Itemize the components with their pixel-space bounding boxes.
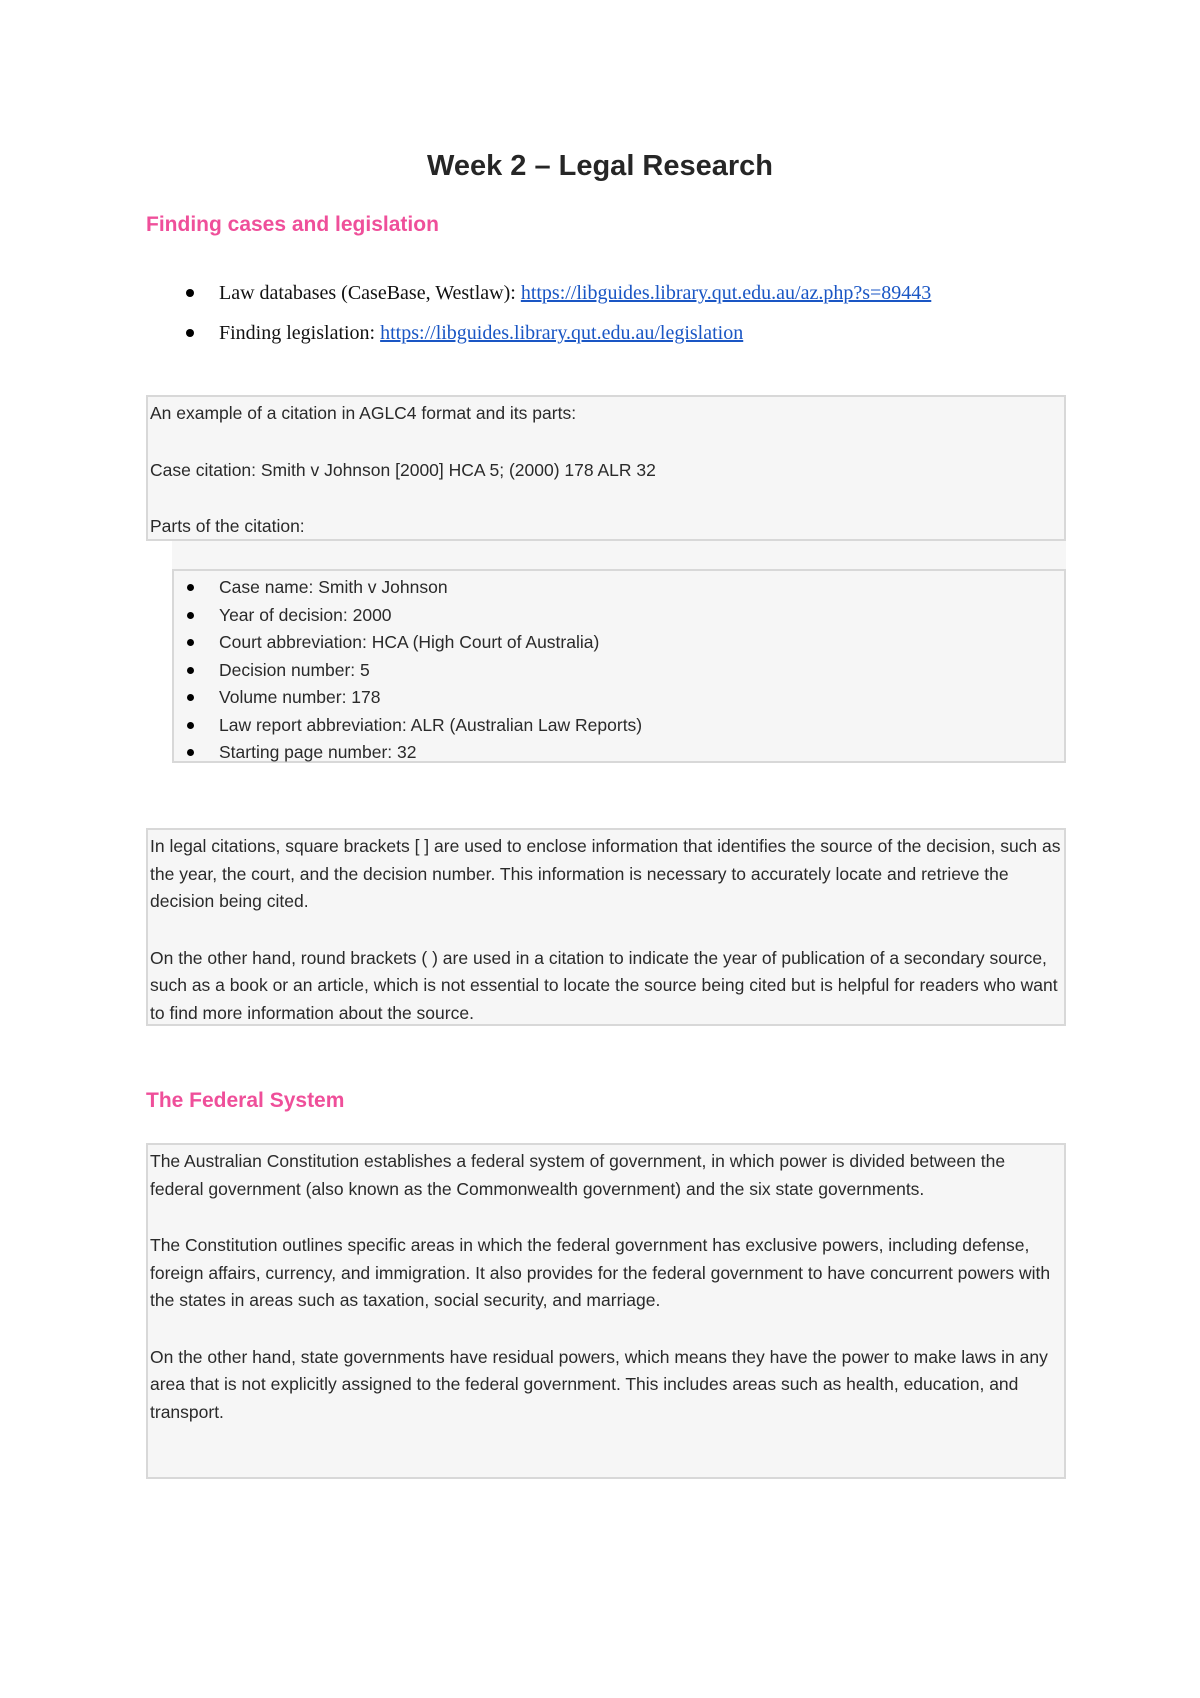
legislation-link[interactable]: https://libguides.library.qut.edu.au/legislation (380, 322, 744, 344)
bullet-icon (186, 289, 194, 297)
federal-system-box (146, 1143, 1066, 1479)
citation-example-box (146, 395, 1066, 541)
section-heading-federal-system: The Federal System (146, 1089, 345, 1112)
section-heading-finding-cases: Finding cases and legislation (146, 213, 439, 236)
bullet-icon (187, 612, 194, 619)
square-brackets-paragraph: In legal citations, square brackets [ ] are used to enclose information that identifies the source of the decision, such as the year, the court, and the decision number. This information is necessary to accurately locate and retrieve the decision being cited. (150, 836, 1061, 911)
list-item (174, 657, 1064, 685)
link-label: Law databases (CaseBase, Westlaw): (219, 282, 521, 304)
list-item (174, 574, 1064, 602)
list-item (174, 739, 1064, 767)
part-text: Year of decision: 2000 (219, 604, 392, 625)
round-brackets-paragraph: On the other hand, round brackets ( ) are used in a citation to indicate the year of publication of a secondary source, such as a book or an article, which is not essential to locate the source being cited but is helpful for readers who want to find more information about the source. (150, 947, 1058, 1023)
box-spacer (172, 541, 1066, 571)
part-text: Starting page number: 32 (219, 742, 417, 762)
federal-paragraph-3: On the other hand, state governments have residual powers, which means they have the power to make laws in any area that is not explicitly assigned to the federal government. This includes areas such as health, education, and transport. (150, 1346, 1048, 1422)
citation-intro: An example of a citation in AGLC4 format and its parts: (150, 403, 577, 423)
bullet-icon (187, 584, 194, 591)
list-item (172, 280, 931, 320)
bullet-icon (186, 329, 194, 337)
list-item (174, 602, 1064, 630)
bullet-icon (187, 722, 194, 729)
citation-parts-box (172, 569, 1066, 763)
brackets-explanation-box (146, 828, 1066, 1026)
bullet-icon (187, 639, 194, 646)
case-citation: Case citation: Smith v Johnson [2000] HCA 5; (2000) 178 ALR 32 (150, 459, 656, 480)
part-text: Volume number: 178 (219, 687, 381, 707)
law-databases-link[interactable]: https://libguides.library.qut.edu.au/az.php?s=89443 (520, 282, 932, 304)
bullet-icon (187, 694, 194, 701)
part-text: Law report abbreviation: ALR (Australian Law Reports) (219, 714, 643, 735)
bullet-icon (187, 749, 194, 756)
part-text: Decision number: 5 (219, 659, 370, 680)
federal-paragraph-2: The Constitution outlines specific areas in which the federal government has exclusive powers, including defense, foreign affairs, currency, and immigration. It also provides for the federal government to have concurrent powers with the states in areas such as taxation, social security, and marriage. (150, 1235, 1051, 1310)
part-text: Case name: Smith v Johnson (219, 577, 448, 597)
bullet-icon (187, 667, 194, 674)
part-text: Court abbreviation: HCA (High Court of Australia) (219, 632, 600, 652)
citation-parts-list (174, 574, 1064, 767)
list-item (174, 684, 1064, 712)
federal-paragraph-1: The Australian Constitution establishes a federal system of government, in which power is divided between the federal government (also known as the Commonwealth government) and the six state governments. (150, 1151, 1006, 1199)
parts-heading: Parts of the citation: (150, 516, 305, 536)
list-item (174, 712, 1064, 740)
page-title: Week 2 – Legal Research (426, 150, 774, 182)
resource-link-list (172, 280, 931, 360)
list-item (172, 320, 931, 360)
list-item (174, 629, 1064, 657)
link-label: Finding legislation: (219, 322, 381, 344)
